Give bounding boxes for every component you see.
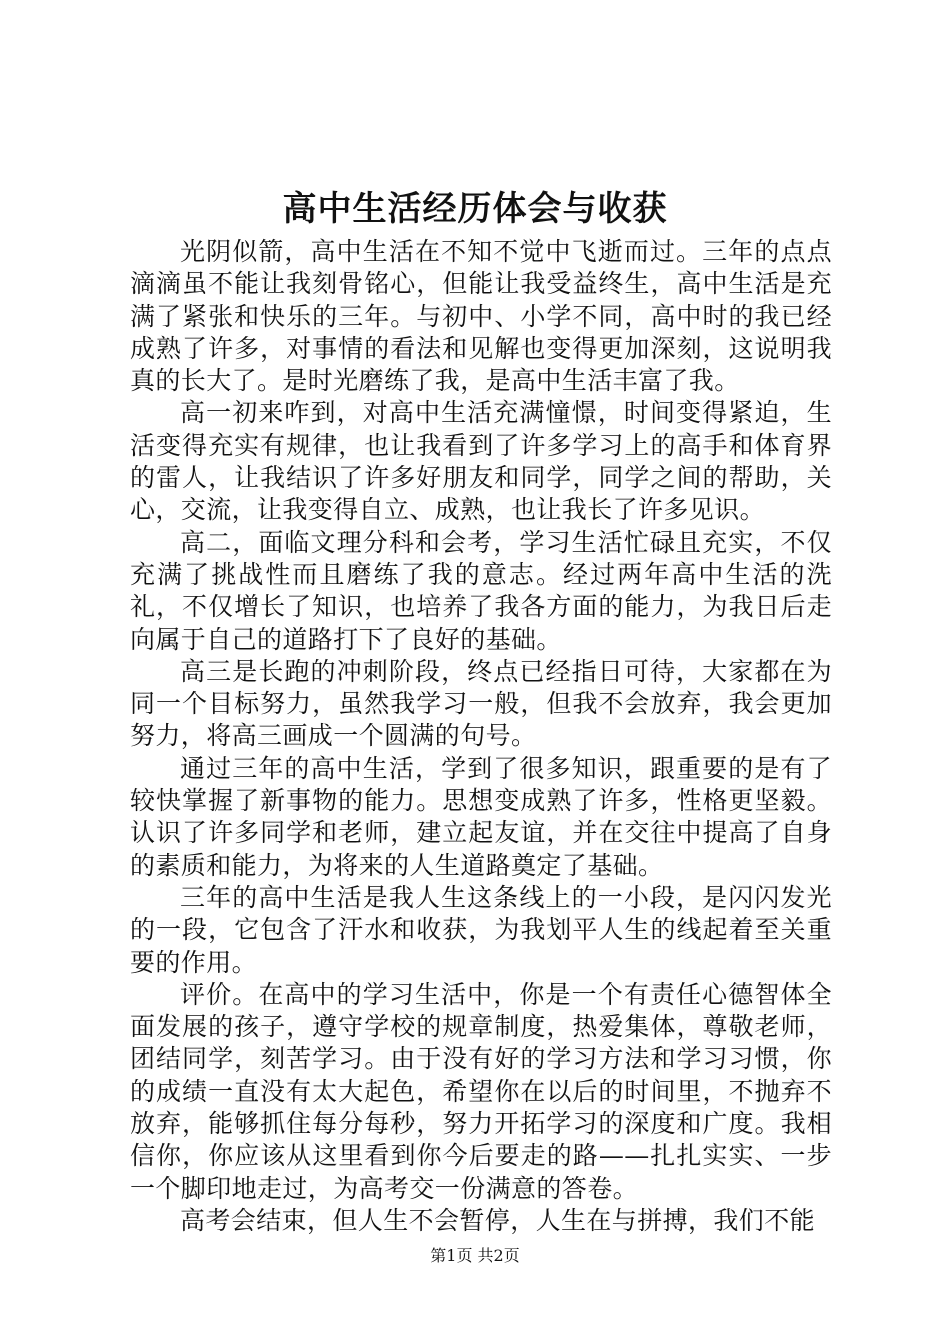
page-footer: 第1页 共2页 xyxy=(430,1246,520,1265)
paragraph: 高考会结束，但人生不会暂停，人生在与拼搏，我们不能 xyxy=(180,1205,816,1235)
document-title: 高中生活经历体会与收获 xyxy=(282,189,668,229)
paragraph: 评价。在高中的学习生活中，你是一个有责任心德智体全面发展的孩子，遵守学校的规章制度，热爱集体，尊敬老师，团结同学，刻苦学习。由于没有好的学习方法和学习习惯，你的成绩一直没有太大起色，希望你在以后的时间里，不抛弃不放弃，能够抓住每分每秒，努力开拓学习的深度和广度。我相信你，你应该从这里看到你今后要走的路——扎扎实实、一步一个脚印地走过，为高考交一份满意的答卷。 xyxy=(130,979,832,1203)
paragraph: 光阴似箭，高中生活在不知不觉中飞逝而过。三年的点点滴滴虽不能让我刻骨铭心，但能让我受益终生，高中生活是充满了紧张和快乐的三年。与初中、小学不同，高中时的我已经成熟了许多，对事情的看法和见解也变得更加深刻，这说明我真的长大了。是时光磨练了我，是高中生活丰富了我。 xyxy=(130,237,832,396)
document-body xyxy=(130,236,832,1237)
paragraph: 高三是长跑的冲刺阶段，终点已经指日可待，大家都在为同一个目标努力，虽然我学习一般，但我不会放弃，我会更加努力，将高三画成一个圆满的句号。 xyxy=(130,656,832,751)
paragraph: 通过三年的高中生活，学到了很多知识，跟重要的是有了较快掌握了新事物的能力。思想变成熟了许多，性格更坚毅。认识了许多同学和老师，建立起友谊，并在交往中提高了自身的素质和能力，为将来的人生道路奠定了基础。 xyxy=(130,753,832,880)
paragraph: 高二，面临文理分科和会考，学习生活忙碌且充实，不仅充满了挑战性而且磨练了我的意志。经过两年高中生活的洗礼，不仅增长了知识，也培养了我各方面的能力，为我日后走向属于自己的道路打下了良好的基础。 xyxy=(130,527,832,654)
paragraph: 高一初来咋到，对高中生活充满憧憬，时间变得紧迫，生活变得充实有规律，也让我看到了许多学习上的高手和体育界的雷人，让我结识了许多好朋友和同学，同学之间的帮助，关心，交流，让我变得自立、成熟，也让我长了许多见识。 xyxy=(130,398,832,525)
paragraph: 三年的高中生活是我人生这条线上的一小段，是闪闪发光的一段，它包含了汗水和收获，为我划平人生的线起着至关重要的作用。 xyxy=(130,882,832,977)
